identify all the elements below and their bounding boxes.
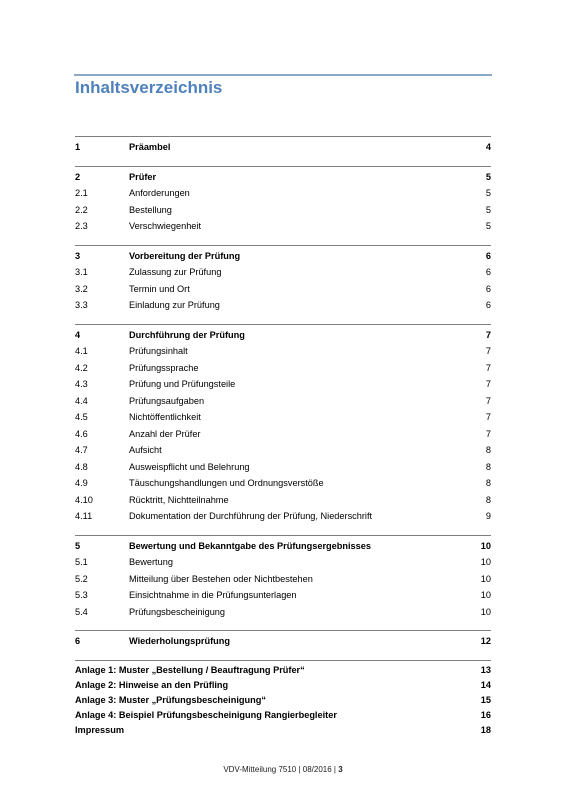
toc-num: 4.10: [75, 494, 93, 505]
toc-page-number: 13: [480, 664, 491, 675]
toc-page-number: 10: [480, 590, 491, 600]
toc-subsection-row: [75, 297, 491, 314]
toc-page-number: 5: [485, 221, 491, 231]
toc-num: 4.6: [75, 428, 88, 439]
toc-num: 4.11: [75, 511, 93, 521]
toc-page-number: 7: [485, 346, 491, 356]
toc-chapter-row: [75, 248, 491, 265]
toc-chapter-row: [75, 139, 491, 156]
toc-label: Einsichtnahme in die Prüfungsunterlagen: [129, 590, 297, 600]
toc-num: 4.9: [75, 478, 88, 488]
toc-label: Prüfungsaufgaben: [129, 395, 205, 406]
toc-label: Nichtöffentlichkeit: [129, 412, 201, 422]
toc-label: Bewertung und Bekanntgabe des Prüfungsergebnisses: [129, 540, 371, 551]
toc-page-number: 8: [485, 445, 491, 455]
toc-page-number: 10: [480, 573, 491, 584]
toc-subsection-row: [75, 360, 491, 377]
toc-page-number: 8: [485, 478, 491, 488]
toc-subsection-row: [75, 409, 491, 426]
toc-page-number: 18: [480, 724, 491, 735]
toc-label: Prüfer: [129, 171, 157, 182]
toc-subsection-row: [75, 587, 491, 604]
toc-label: Täuschungshandlungen und Ordnungsverstöße: [129, 478, 324, 488]
toc-page-number: 8: [485, 461, 491, 472]
toc-num: 5.4: [75, 606, 88, 617]
toc-label: Einladung zur Prüfung: [129, 300, 220, 310]
toc-subsection-row: [75, 508, 491, 525]
toc-label: Anzahl der Prüfer: [129, 428, 201, 439]
toc-annex-label: Impressum: [75, 724, 125, 735]
toc-page-number: 7: [485, 329, 491, 340]
toc-page-number: 10: [480, 540, 491, 551]
toc-subsection-row: [75, 393, 491, 410]
toc-page-number: 6: [485, 267, 491, 277]
toc-annex-row: [75, 723, 491, 738]
toc-annex-label: Anlage 4: Beispiel Prüfungsbescheinigung Rangierbegleiter: [75, 709, 337, 720]
toc-page-number: 5: [485, 204, 491, 215]
toc-annex-row: [75, 678, 491, 693]
toc-label: Bewertung: [129, 557, 173, 567]
toc-num: 2.1: [75, 188, 88, 198]
toc-num: 4.5: [75, 412, 88, 422]
toc-num: 3.3: [75, 300, 88, 310]
toc-label: Anforderungen: [129, 188, 190, 198]
toc-page-number: 7: [485, 362, 491, 373]
toc-page-number: 12: [480, 636, 491, 646]
toc-num: 3.2: [75, 283, 88, 294]
toc-subsection-row: [75, 218, 491, 235]
toc-label: Prüfung und Prüfungsteile: [129, 379, 236, 389]
toc-subsection-row: [75, 185, 491, 202]
toc-annex-row: [75, 663, 491, 678]
toc-subsection-row: [75, 264, 491, 281]
toc-num: 2: [75, 171, 81, 182]
toc-page-number: 7: [485, 395, 491, 406]
toc-section: [75, 324, 491, 525]
toc-label: Verschwiegenheit: [129, 221, 202, 231]
toc-num: 5: [75, 540, 81, 551]
toc-label: Vorbereitung der Prüfung: [129, 250, 241, 261]
toc-label: Termin und Ort: [129, 283, 190, 294]
toc-annex-label: Anlage 3: Muster „Prüfungsbescheinigung“: [75, 694, 266, 705]
toc-annex-list: [75, 660, 491, 738]
footer-text: VDV-Mitteilung 7510 | 08/2016 |: [223, 765, 339, 774]
toc-page-number: 7: [485, 379, 491, 389]
toc-page-number: 10: [480, 557, 491, 567]
title-rule: [74, 74, 492, 76]
toc-num: 4.7: [75, 445, 88, 455]
toc-page-number: 4: [485, 142, 491, 152]
toc-subsection-row: [75, 376, 491, 393]
toc-chapter-row: [75, 538, 491, 555]
toc-subsection-row: [75, 571, 491, 588]
toc-page-number: 9: [485, 511, 491, 521]
table-of-contents: [75, 136, 491, 738]
toc-num: 6: [75, 636, 81, 646]
toc-subsection-row: [75, 554, 491, 571]
toc-page-number: 7: [485, 428, 491, 439]
toc-annex-row: [75, 708, 491, 723]
toc-section: [75, 630, 491, 650]
toc-label: Prüfungssprache: [129, 362, 199, 373]
toc-subsection-row: [75, 442, 491, 459]
toc-label: Mitteilung über Bestehen oder Nichtbestehen: [129, 573, 313, 584]
toc-label: Durchführung der Prüfung: [129, 329, 245, 340]
toc-num: 3.1: [75, 267, 88, 277]
toc-subsection-row: [75, 426, 491, 443]
toc-num: 5.2: [75, 573, 88, 584]
toc-section: [75, 136, 491, 156]
toc-page-number: 6: [485, 250, 491, 261]
toc-page-number: 8: [485, 494, 491, 505]
toc-annex-label: Anlage 2: Hinweise an den Prüfling: [75, 679, 229, 690]
toc-chapter-row: [75, 327, 491, 344]
toc-num: 5.3: [75, 590, 88, 600]
toc-num: 4: [75, 329, 81, 340]
toc-chapter-row: [75, 169, 491, 186]
toc-page-number: 5: [485, 188, 491, 198]
toc-label: Rücktritt, Nichtteilnahme: [129, 494, 229, 505]
toc-annex-row: [75, 693, 491, 708]
toc-section: [75, 535, 491, 621]
toc-num: 2.2: [75, 204, 88, 215]
page-title: Inhaltsverzeichnis: [75, 78, 223, 97]
toc-subsection-row: [75, 492, 491, 509]
toc-num: 4.1: [75, 346, 88, 356]
toc-num: 1: [75, 142, 81, 152]
toc-num: 4.8: [75, 461, 88, 472]
toc-subsection-row: [75, 475, 491, 492]
toc-page-number: 16: [480, 709, 491, 720]
toc-annex-label: Anlage 1: Muster „Bestellung / Beauftragung Prüfer“: [75, 664, 305, 675]
toc-page-number: 6: [485, 300, 491, 310]
toc-label: Bestellung: [129, 204, 172, 215]
toc-label: Prüfungsbescheinigung: [129, 606, 226, 617]
toc-page-number: 7: [485, 412, 491, 422]
toc-page-number: 14: [480, 679, 491, 690]
toc-label: Zulassung zur Prüfung: [129, 267, 222, 277]
toc-subsection-row: [75, 604, 491, 621]
footer-page-number: 3: [338, 765, 343, 774]
toc-num: 5.1: [75, 557, 88, 567]
toc-label: Dokumentation der Durchführung der Prüfung, Niederschrift: [129, 511, 373, 521]
toc-subsection-row: [75, 343, 491, 360]
toc-chapter-row: [75, 633, 491, 650]
toc-num: 4.2: [75, 362, 88, 373]
toc-page-number: 5: [485, 171, 491, 182]
toc-page-number: 6: [485, 283, 491, 294]
toc-subsection-row: [75, 281, 491, 298]
toc-label: Prüfungsinhalt: [129, 346, 188, 356]
toc-section: [75, 166, 491, 235]
toc-num: 4.3: [75, 379, 88, 389]
toc-num: 2.3: [75, 221, 88, 231]
toc-label: Präambel: [129, 142, 171, 152]
toc-page-number: 15: [480, 694, 491, 705]
toc-label: Ausweispflicht und Belehrung: [129, 461, 250, 472]
toc-num: 4.4: [75, 395, 88, 406]
toc-label: Aufsicht: [129, 445, 162, 455]
page-footer: [0, 765, 566, 774]
toc-section: [75, 245, 491, 314]
toc-label: Wiederholungsprüfung: [129, 636, 230, 646]
toc-page-number: 10: [480, 606, 491, 617]
toc-subsection-row: [75, 202, 491, 219]
toc-subsection-row: [75, 459, 491, 476]
toc-num: 3: [75, 250, 81, 261]
